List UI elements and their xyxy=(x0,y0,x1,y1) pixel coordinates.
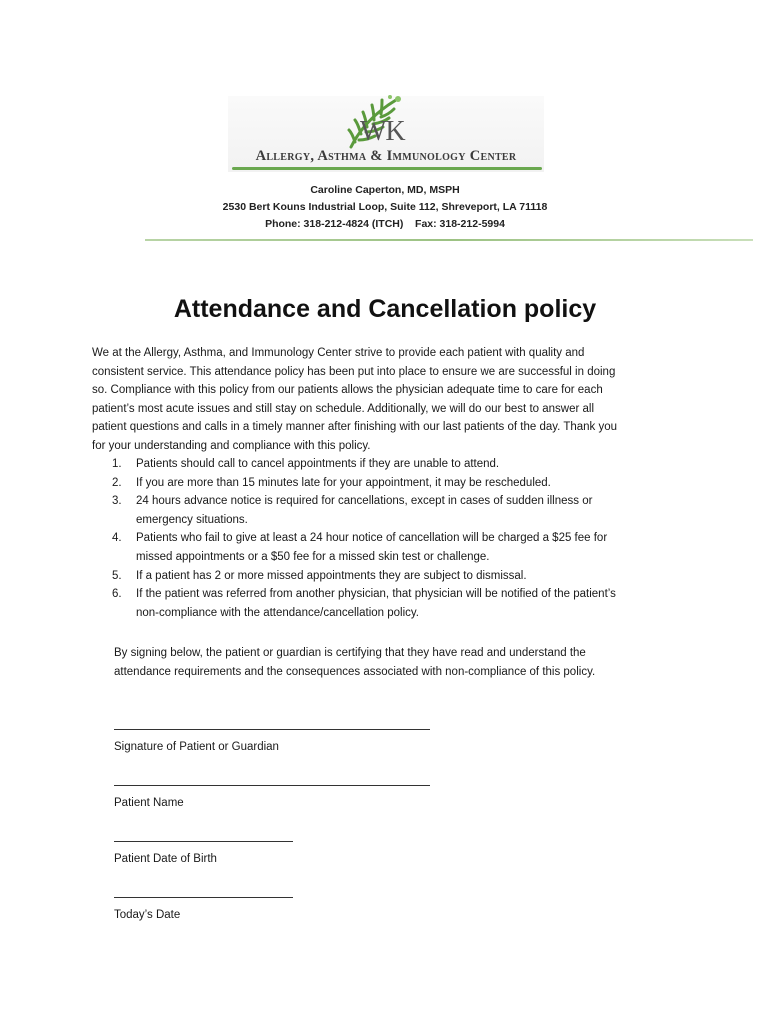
list-item xyxy=(92,455,712,474)
intro-line: for your understanding and compliance with this policy. xyxy=(92,439,371,452)
clinic-address: 2530 Bert Kouns Industrial Loop, Suite 112, Shreveport, LA 71118 xyxy=(222,201,548,213)
list-item xyxy=(92,529,712,566)
dob-field xyxy=(114,841,293,869)
list-item-text: If a patient has 2 or more missed appointments they are subject to dismissal. xyxy=(136,569,527,582)
list-item xyxy=(92,474,712,493)
list-item-text: Patients who fail to give at least a 24 hour notice of cancellation will be charged a $25 fee for xyxy=(136,532,608,545)
intro-line: patient questions and calls in a timely manner after finishing with our last patients of the day. Thank you xyxy=(92,421,618,434)
intro-line: patient’s most acute issues and still stay on schedule. Additionally, we will do our best to answer all xyxy=(92,402,595,415)
list-item-text: 24 hours advance notice is required for cancellations, except in cases of sudden illness or xyxy=(136,495,593,508)
intro-paragraph xyxy=(92,344,692,456)
list-number: 5. xyxy=(112,569,122,582)
list-item-text: emergency situations. xyxy=(136,513,248,526)
signature-label: Signature of Patient or Guardian xyxy=(114,741,279,753)
list-number: 6. xyxy=(112,588,122,601)
logo-underline xyxy=(232,167,542,170)
logo-initials: WK xyxy=(360,116,405,147)
intro-line: consistent service. This attendance policy has been put into place to ensure we are successful in doing xyxy=(92,365,616,378)
list-item xyxy=(92,585,712,622)
header-divider xyxy=(145,239,753,241)
certification-line: attendance requirements and the consequences associated with non-compliance of this policy. xyxy=(114,665,596,678)
clinic-name: Allergy, Asthma & Immunology Center xyxy=(255,148,517,164)
list-item-text: missed appointments or a $50 fee for a missed skin test or challenge. xyxy=(136,550,490,563)
list-number: 4. xyxy=(112,532,122,545)
list-number: 3. xyxy=(112,495,122,508)
intro-line: We at the Allergy, Asthma, and Immunology Center strive to provide each patient with quality and xyxy=(92,347,585,359)
list-number: 1. xyxy=(112,458,122,470)
certification-paragraph xyxy=(114,644,595,681)
physician-name: Caroline Caperton, MD, MSPH xyxy=(310,184,460,196)
date-label: Today’s Date xyxy=(114,909,181,921)
clinic-phone-fax: Phone: 318-212-4824 (ITCH) Fax: 318-212-5994 xyxy=(265,218,505,230)
list-item-text: non-compliance with the attendance/cancellation policy. xyxy=(136,606,419,619)
list-item xyxy=(92,567,712,586)
date-line[interactable] xyxy=(114,897,293,898)
intro-line: so. Compliance with this policy from our patients allows the physician adequate time to care for each xyxy=(92,384,603,397)
policy-list xyxy=(92,455,712,622)
signature-line[interactable] xyxy=(114,729,430,730)
certification-line: By signing below, the patient or guardian is certifying that they have read and understand the xyxy=(114,647,586,659)
dob-line[interactable] xyxy=(114,841,293,842)
signature-field xyxy=(114,729,430,757)
patient-name-field xyxy=(114,785,430,813)
list-item xyxy=(92,492,712,529)
list-number: 2. xyxy=(112,476,122,489)
patient-name-line[interactable] xyxy=(114,785,430,786)
page-title: Attendance and Cancellation policy xyxy=(173,295,597,323)
date-field xyxy=(114,897,293,925)
patient-name-label: Patient Name xyxy=(114,797,184,809)
list-item-text: Patients should call to cancel appointments if they are unable to attend. xyxy=(136,458,500,470)
dob-label: Patient Date of Birth xyxy=(114,853,217,865)
list-item-text: If you are more than 15 minutes late for your appointment, it may be rescheduled. xyxy=(136,476,551,489)
list-item-text: If the patient was referred from another physician, that physician will be notified of the patient’s xyxy=(136,588,616,601)
